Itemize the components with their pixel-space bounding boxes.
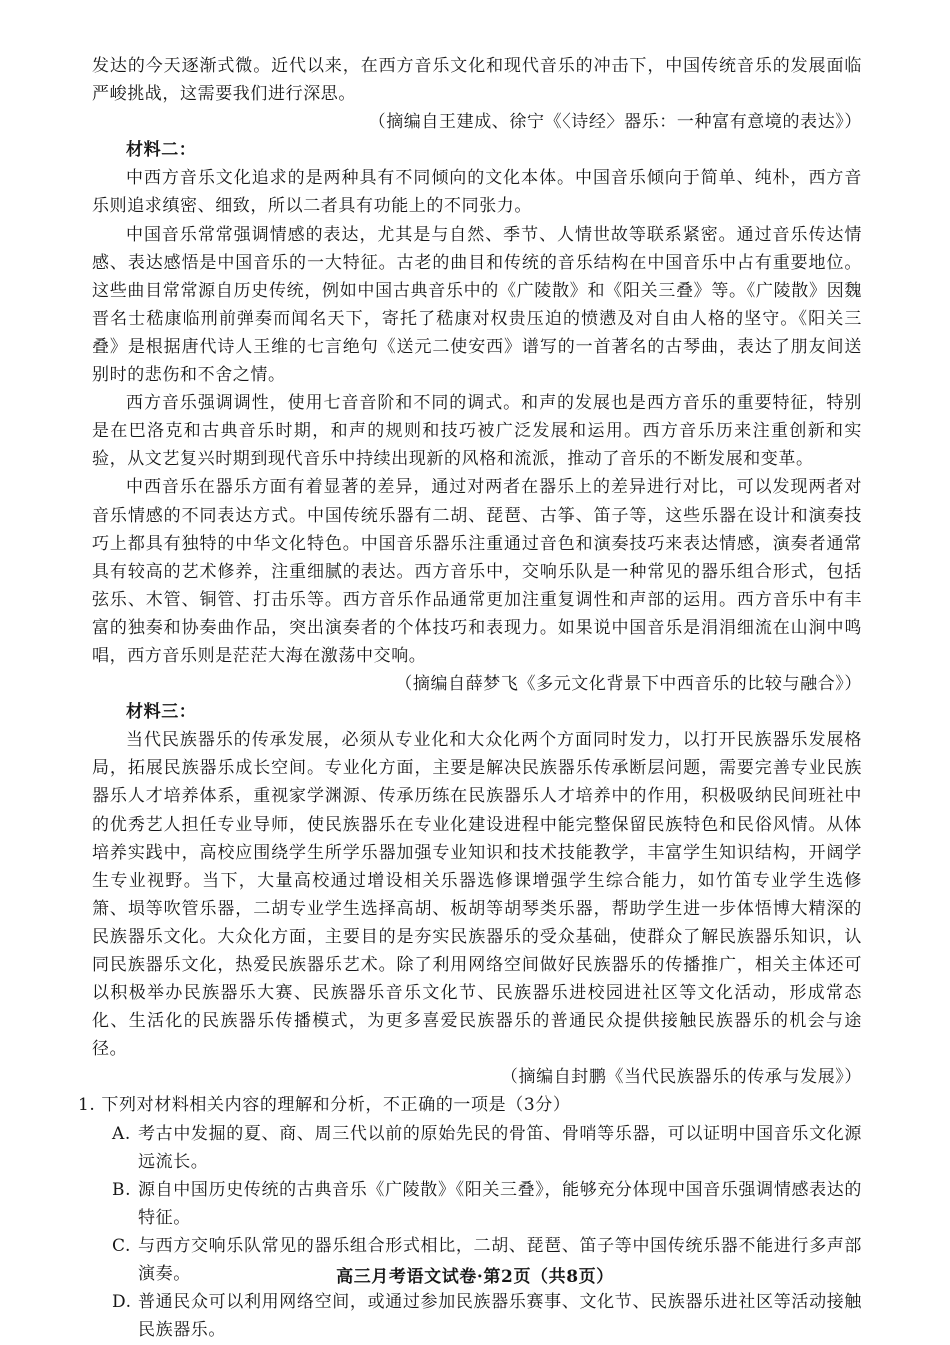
intro-citation: （摘编自王建成、徐宁《〈诗经〉器乐：一种富有意境的表达》） (368, 112, 862, 133)
option-text: 与西方交响乐队常见的器乐组合形式相比，二胡、琵琶、笛子等中国传统乐器不能进行多声部演奏。 (138, 1235, 862, 1285)
material-2-paragraph: 中西音乐在器乐方面有着显著的差异，通过对两者在器乐上的差异进行对比，可以发现两者对音乐情感的不同表达方式。中国传统乐器有二胡、琵琶、古筝、笛子等，这些乐器在设计和演奏技巧上都具有独特的中华文化特色。中国音乐器乐注重通过音色和演奏技巧来表达情感，演奏者通常具有较高的艺术修养，注重细腻的表达。西方音乐中，交响乐队是一种常见的器乐组合形式，包括弦乐、木管、铜管、打击乐等。西方音乐作品通常更加注重复调性和声部的运用。西方音乐中有丰富的独奏和协奏曲作品，突出演奏者的个体技巧和表现力。如果说中国音乐是涓涓细流在山涧中鸣唱，西方音乐则是茫茫大海在激荡中交响。 (92, 477, 862, 666)
material-2-paragraph: 中西方音乐文化追求的是两种具有不同倾向的文化本体。中国音乐倾向于简单、纯朴，西方音乐则追求缜密、细致，所以二者具有功能上的不同张力。 (92, 168, 862, 217)
material-2-citation: （摘编自薛梦飞《多元文化背景下中西音乐的比较与融合》） (395, 674, 862, 695)
question-1-option-d (92, 1288, 862, 1344)
option-letter: C. (112, 1235, 132, 1256)
material-3-paragraph: 当代民族器乐的传承发展，必须从专业化和大众化两个方面同时发力，以打开民族器乐发展格局，拓展民族器乐成长空间。专业化方面，主要是解决民族器乐传承断层问题，需要完善专业民族器乐人才培养体系，重视家学渊源、传承历练在民族器乐人才培养中的作用，积极吸纳民间班社中的优秀艺人担任专业导师，使民族器乐在专业化建设进程中能完整保留民族特色和民俗风情。从体培养实践中，高校应围绕学生所学乐器加强专业知识和技术技能教学，丰富学生知识结构，开阔学生专业视野。当下，大量高校通过增设相关乐器选修课增强学生综合能力，如竹笛专业学生选修箫、埙等吹管乐器，二胡专业学生选择高胡、板胡等胡琴类乐器，帮助学生进一步体悟博大精深的民族器乐文化。大众化方面，主要目的是夯实民族器乐的受众基础，使群众了解民族器乐知识，认同民族器乐文化，热爱民族器乐艺术。除了利用网络空间做好民族器乐的传播推广，相关主体还可以积极举办民族器乐大赛、民族器乐音乐文化节、民族器乐进校园进社区等文化活动，形成常态化、生活化的民族器乐传播模式，为更多喜爱民族器乐的普通民众提供接触民族器乐的机会与途径。 (92, 730, 862, 1060)
material-3-citation: （摘编自封鹏《当代民族器乐的传承与发展》） (500, 1067, 862, 1088)
page-footer: 高三月考语文试卷·第2页（共8页） (336, 1267, 614, 1287)
material-2-heading: 材料二： (126, 140, 197, 161)
question-1-option-a (92, 1120, 862, 1176)
exam-page-body (78, 52, 862, 1344)
option-text: 考古中发掘的夏、商、周三代以前的原始先民的骨笛、骨哨等乐器，可以证明中国音乐文化源远流长。 (138, 1123, 862, 1172)
option-text: 源自中国历史传统的古典音乐《广陵散》《阳关三叠》，能够充分体现中国音乐强调情感表达的特征。 (138, 1179, 862, 1228)
option-letter: B. (112, 1179, 132, 1200)
option-letter: A. (112, 1123, 131, 1144)
question-1-option-b (92, 1176, 862, 1232)
option-letter: D. (112, 1292, 132, 1313)
material-2-paragraph: 中国音乐常常强调情感的表达，尤其是与自然、季节、人情世故等联系紧密。通过音乐传达情感、表达感悟是中国音乐的一大特征。古老的曲目和传统的音乐结构在中国音乐中占有重要地位。这些曲目常常源自历史传统，例如中国古典音乐中的《广陵散》和《阳关三叠》等。《广陵散》因魏晋名士嵇康临刑前弹奏而闻名天下，寄托了嵇康对权贵压迫的愤懑及对自由人格的坚守。《阳关三叠》是根据唐代诗人王维的七言绝句《送元二使安西》谱写的一首著名的古琴曲，表达了朋友间送别时的悲伤和不舍之情。 (92, 224, 862, 386)
intro-paragraph: 发达的今天逐渐式微。近代以来，在西方音乐文化和现代音乐的冲击下，中国传统音乐的发展面临严峻挑战，这需要我们进行深思。 (92, 56, 862, 105)
option-text: 普通民众可以利用网络空间，或通过参加民族器乐赛事、文化节、民族器乐进社区等活动接触民族器乐。 (138, 1292, 862, 1341)
material-3-heading: 材料三： (126, 702, 197, 723)
question-1-stem: 1. 下列对材料相关内容的理解和分析，不正确的一项是（3分） (78, 1095, 571, 1116)
material-2-paragraph: 西方音乐强调调性，使用七音音阶和不同的调式。和声的发展也是西方音乐的重要特征，特别是在巴洛克和古典音乐时期，和声的规则和技巧被广泛发展和运用。西方音乐历来注重创新和实验，从文艺复兴时期到现代音乐中持续出现新的风格和流派，推动了音乐的不断发展和变革。 (92, 393, 862, 470)
